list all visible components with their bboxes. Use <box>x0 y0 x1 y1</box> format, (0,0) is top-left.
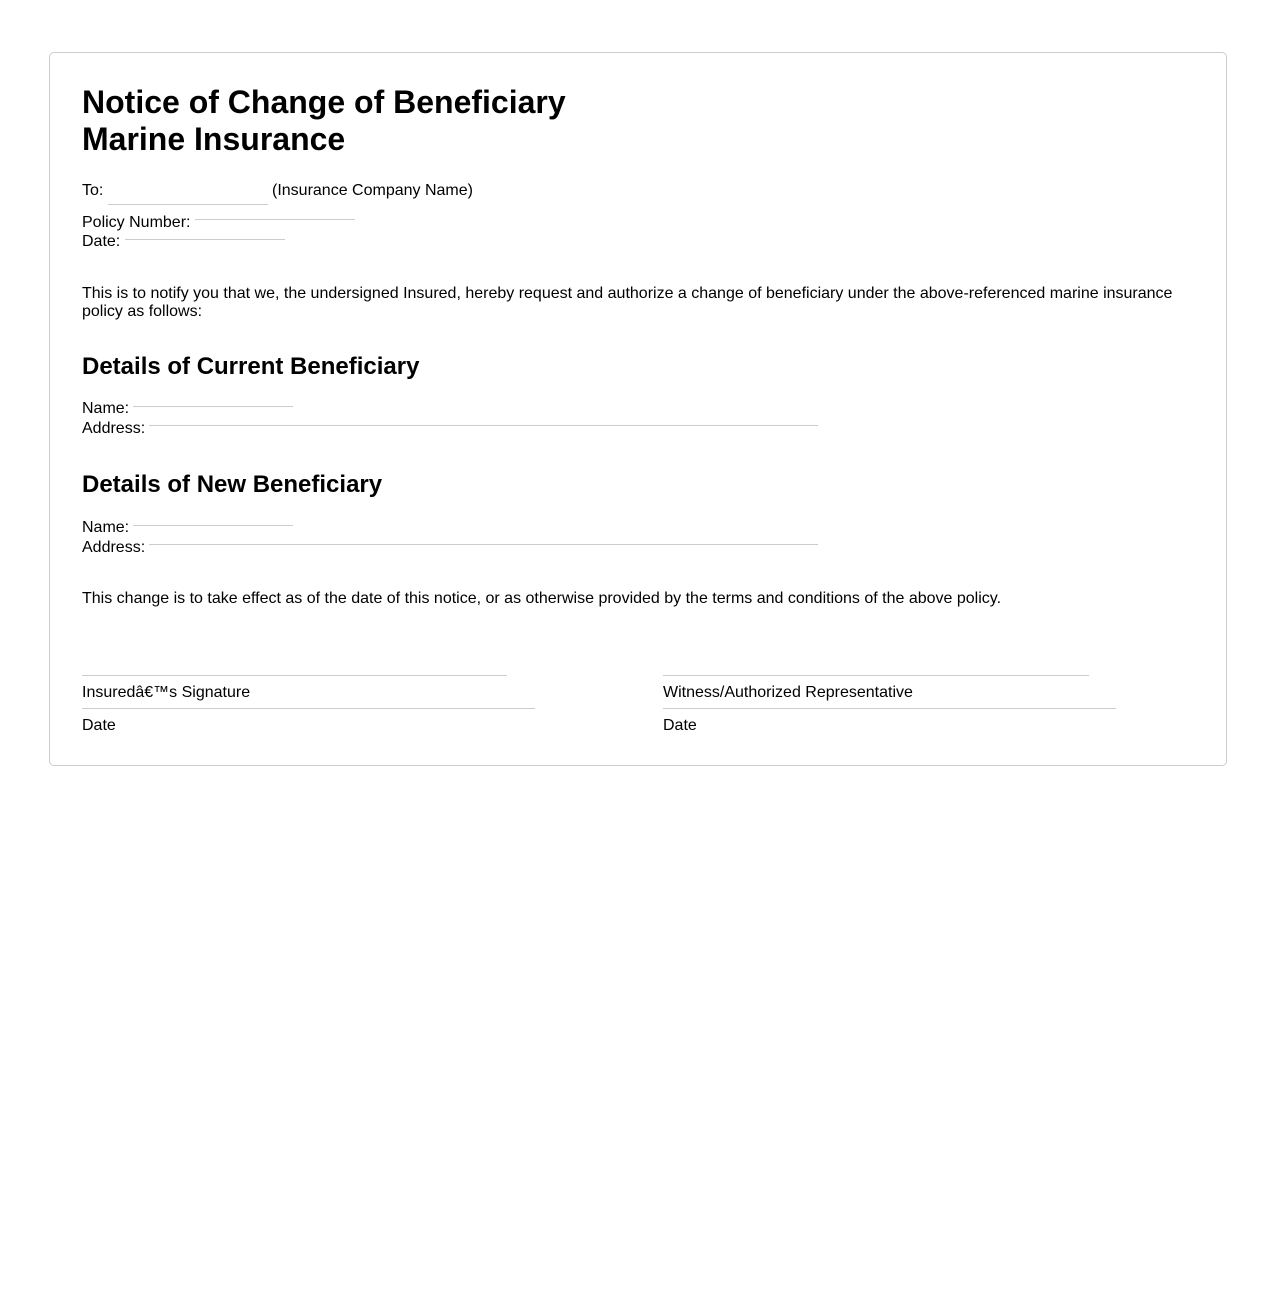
new-beneficiary-heading: Details of New Beneficiary <box>82 471 383 498</box>
new-name-label: Name: <box>82 519 130 536</box>
witness-date-line[interactable] <box>663 708 1116 709</box>
effect-paragraph: This change is to take effect as of the date of this notice, or as otherwise provided by the terms and conditions of the above policy. <box>82 590 1002 607</box>
insured-date-line[interactable] <box>82 708 535 709</box>
new-address-field[interactable] <box>149 544 818 545</box>
insured-signature-line[interactable] <box>82 675 507 676</box>
document-card <box>49 52 1227 766</box>
intro-paragraph: This is to notify you that we, the undersigned Insured, hereby request and authorize a change of beneficiary under the above-referenced marine insurance policy as follows: <box>82 285 1173 320</box>
date-field[interactable] <box>125 239 285 240</box>
to-label: To: <box>82 182 104 199</box>
current-beneficiary-heading: Details of Current Beneficiary <box>82 353 420 380</box>
to-field[interactable] <box>108 182 268 205</box>
current-name-label: Name: <box>82 400 130 417</box>
current-name-field[interactable] <box>133 406 293 407</box>
insured-date-label: Date <box>82 717 116 734</box>
date-label: Date: <box>82 233 121 250</box>
new-name-field[interactable] <box>133 525 293 526</box>
current-address-label: Address: <box>82 420 146 437</box>
current-address-field[interactable] <box>149 425 818 426</box>
document-title-line-1: Notice of Change of Beneficiary <box>82 84 566 120</box>
to-suffix-label: (Insurance Company Name) <box>272 182 473 199</box>
new-address-label: Address: <box>82 539 146 556</box>
document-title-line-2: Marine Insurance <box>82 121 346 157</box>
insured-signature-label: Insuredâ€™s Signature <box>82 684 251 701</box>
policy-number-label: Policy Number: <box>82 214 191 231</box>
witness-signature-line[interactable] <box>663 675 1089 676</box>
witness-date-label: Date <box>663 717 697 734</box>
policy-number-field[interactable] <box>195 219 355 220</box>
witness-signature-label: Witness/Authorized Representative <box>663 684 913 701</box>
